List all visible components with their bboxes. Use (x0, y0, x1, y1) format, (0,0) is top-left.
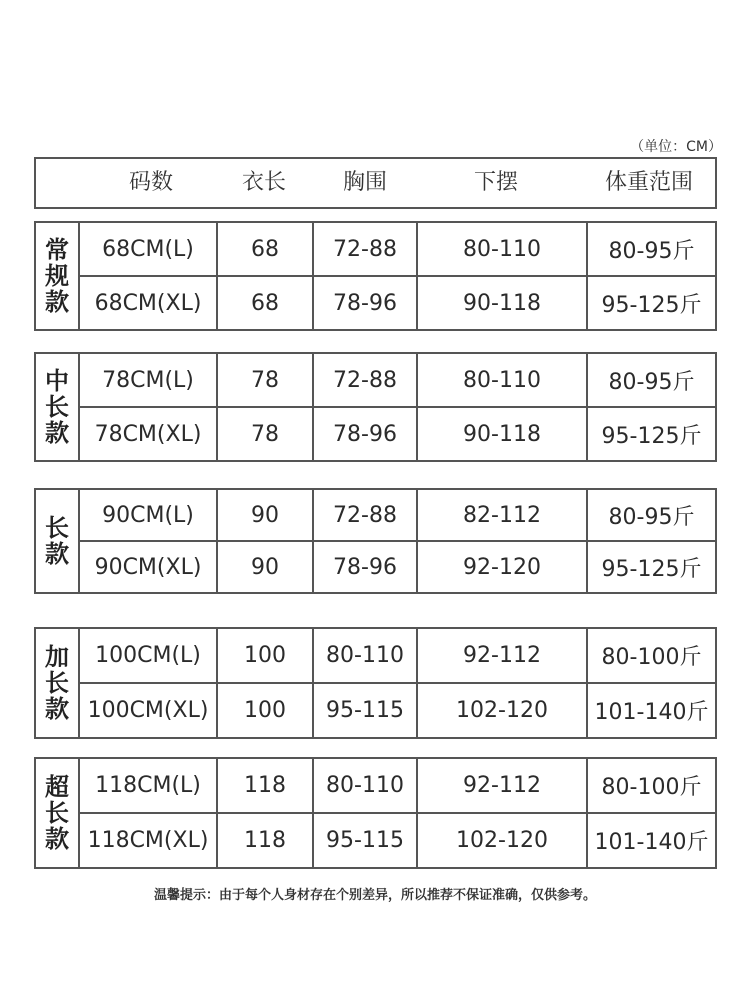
cell-hem: 102-120 (418, 684, 588, 737)
header-length: 衣长 (241, 170, 286, 195)
cell-weight: 80-95斤 (608, 504, 695, 530)
cell-weight: 95-125斤 (601, 292, 702, 318)
cell-chest: 80-110 (314, 759, 418, 812)
group-label-char: 超 (45, 773, 69, 801)
cell-weight: 80-100斤 (601, 775, 702, 800)
table-row (80, 275, 715, 329)
cell-length: 118 (218, 759, 314, 812)
group-label (36, 354, 80, 460)
cell-weight: 101-140斤 (594, 700, 709, 725)
cell-hem: 80-110 (418, 354, 588, 406)
size-group (34, 488, 717, 594)
group-label-char: 长 (45, 514, 69, 542)
table-row (80, 682, 715, 737)
cell-size: 78CM(L) (80, 354, 218, 406)
group-label-char: 中 (45, 367, 69, 395)
cell-hem: 92-112 (418, 759, 588, 812)
cell-chest: 78-96 (314, 408, 418, 460)
cell-length: 68 (218, 277, 314, 329)
cell-chest: 78-96 (314, 542, 418, 592)
size-group (34, 627, 717, 739)
group-label-char: 常 (45, 236, 69, 264)
header-weight: 体重范围 (604, 170, 693, 195)
size-group (34, 221, 717, 331)
group-label-char: 长 (45, 799, 69, 827)
header-size: 码数 (128, 170, 173, 195)
cell-length: 90 (218, 542, 314, 592)
cell-hem: 92-120 (418, 542, 588, 592)
group-label-char: 款 (45, 695, 69, 723)
cell-size: 68CM(L) (80, 223, 218, 275)
cell-size: 118CM(L) (80, 759, 218, 812)
cell-size: 90CM(XL) (80, 542, 218, 592)
size-group (34, 352, 717, 462)
cell-weight: 95-125斤 (601, 556, 702, 582)
cell-hem: 92-112 (418, 629, 588, 682)
table-row (80, 629, 715, 682)
cell-chest: 72-88 (314, 490, 418, 540)
table-row (80, 540, 715, 592)
cell-chest: 72-88 (314, 223, 418, 275)
tip-note: 温馨提示：由于每个人身材存在个别差异，所以推荐不保证准确，仅供参考。 (153, 888, 596, 903)
cell-weight: 80-100斤 (601, 645, 702, 670)
cell-length: 100 (218, 684, 314, 737)
unit-note: （单位：CM） (630, 139, 722, 155)
cell-weight: 80-95斤 (608, 238, 695, 264)
cell-length: 68 (218, 223, 314, 275)
cell-length: 78 (218, 408, 314, 460)
group-label (36, 629, 80, 737)
group-label-char: 款 (45, 419, 69, 447)
cell-hem: 90-118 (418, 277, 588, 329)
group-label (36, 223, 80, 329)
header-chest: 胸围 (342, 170, 387, 195)
table-row (80, 759, 715, 812)
cell-length: 100 (218, 629, 314, 682)
cell-hem: 82-112 (418, 490, 588, 540)
cell-hem: 102-120 (418, 814, 588, 867)
cell-length: 90 (218, 490, 314, 540)
table-row (80, 812, 715, 867)
cell-chest: 80-110 (314, 629, 418, 682)
group-label-char: 款 (45, 288, 69, 316)
cell-size: 68CM(XL) (80, 277, 218, 329)
cell-weight: 80-95斤 (608, 369, 695, 395)
group-label-char: 款 (45, 825, 69, 853)
cell-size: 90CM(L) (80, 490, 218, 540)
table-row (80, 490, 715, 540)
cell-size: 100CM(XL) (80, 684, 218, 737)
cell-weight: 101-140斤 (594, 830, 709, 855)
cell-length: 78 (218, 354, 314, 406)
table-row (80, 406, 715, 460)
size-group (34, 757, 717, 869)
group-label-char: 款 (45, 540, 69, 568)
group-label (36, 759, 80, 867)
group-label-char: 长 (45, 669, 69, 697)
cell-weight: 95-125斤 (601, 423, 702, 449)
cell-hem: 90-118 (418, 408, 588, 460)
cell-size: 100CM(L) (80, 629, 218, 682)
table-header (34, 157, 717, 209)
group-label (36, 490, 80, 592)
cell-hem: 80-110 (418, 223, 588, 275)
group-label-char: 加 (45, 643, 69, 671)
table-row (80, 223, 715, 275)
cell-size: 78CM(XL) (80, 408, 218, 460)
header-hem: 下摆 (473, 170, 518, 195)
cell-chest: 95-115 (314, 814, 418, 867)
group-label-char: 规 (45, 262, 69, 290)
cell-length: 118 (218, 814, 314, 867)
group-label-char: 长 (45, 393, 69, 421)
cell-chest: 78-96 (314, 277, 418, 329)
cell-size: 118CM(XL) (80, 814, 218, 867)
cell-chest: 72-88 (314, 354, 418, 406)
table-row (80, 354, 715, 406)
cell-chest: 95-115 (314, 684, 418, 737)
